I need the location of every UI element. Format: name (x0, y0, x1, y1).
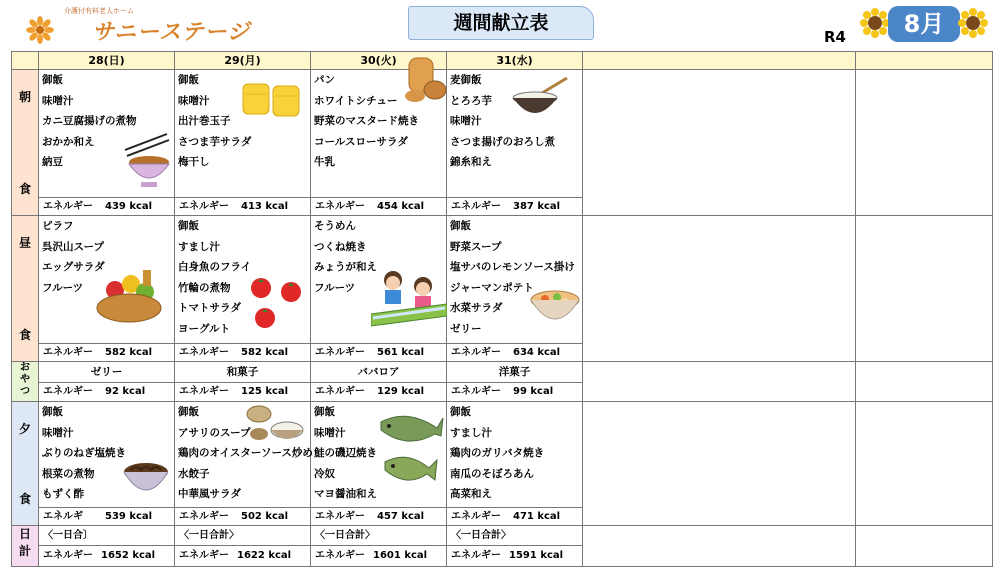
dinner-day-31 (447, 402, 583, 526)
menu-item: 味噌汁 (42, 426, 74, 439)
menu-item: 水餃子 (178, 467, 210, 480)
menu-item: 麦御飯 (450, 74, 482, 86)
menu-item: おかか和え (42, 135, 95, 148)
menu-item: 塩サバのレモンソース掛け (450, 261, 575, 273)
menu-item: もずく酢 (42, 488, 84, 500)
energy-row: エネルギ 539 kcal (39, 507, 174, 525)
menu-item: 御飯 (178, 220, 199, 232)
menu-item: エッグサラダ (42, 261, 105, 273)
day-header: 28(日) (39, 52, 175, 70)
daily-day-30 (311, 526, 447, 567)
empty-cell (583, 526, 856, 567)
menu-item: 出汁巻玉子 (178, 115, 231, 127)
menu-item: 御飯 (178, 74, 199, 86)
daily-total-label: 〈一日合計〉 (447, 526, 582, 546)
bread-icon (403, 52, 447, 104)
menu-item: ピラフ (42, 220, 74, 232)
energy-row: エネルギー 561 kcal (311, 343, 446, 361)
menu-item: 味噌汁 (42, 94, 74, 107)
daily-total-row (12, 526, 993, 567)
menu-item: 味噌汁 (450, 115, 482, 127)
menu-item: 味噌汁 (314, 426, 346, 439)
menu-item: 御飯 (450, 406, 471, 418)
menu-item: 御飯 (450, 220, 471, 232)
menu-item: ジャーマンポテト (450, 281, 534, 294)
daily-total-label: 〈一日合計〉 (311, 526, 446, 546)
menu-item: そうめん (314, 220, 356, 232)
dinner-day-29 (175, 402, 311, 526)
menu-item: アサリのスープ (178, 426, 251, 439)
vegetable-soup-icon (529, 286, 581, 332)
day-header: 29(月) (175, 52, 311, 70)
menu-item: 白身魚のフライ (178, 261, 252, 273)
menu-item: 水菜サラダ (450, 302, 503, 314)
day-header (856, 52, 993, 70)
menu-item: 御飯 (42, 74, 63, 86)
energy-row: エネルギー 387 kcal (447, 197, 582, 215)
breakfast-day-28 (39, 70, 175, 216)
dinner-row (12, 402, 993, 526)
menu-item: トマトサラダ (178, 302, 241, 314)
menu-item: 御飯 (178, 406, 199, 418)
salmon-fish-icon (377, 410, 445, 496)
sunflower-logo-icon (26, 16, 54, 44)
empty-cell (583, 216, 856, 362)
month-badge: 8月 (888, 6, 960, 42)
energy-row: エネルギー 439 kcal (39, 197, 174, 215)
energy-row: エネルギー 125 kcal (179, 386, 289, 397)
energy-row: エネルギー 471 kcal (447, 507, 582, 525)
menu-item: ぶりのねぎ塩焼き (42, 447, 126, 459)
mozuku-bowl-icon (121, 458, 171, 502)
lunch-row (12, 216, 993, 362)
snack-name: 洋菓子 (447, 362, 582, 383)
snack-name: ババロア (311, 362, 446, 383)
breakfast-row (12, 70, 993, 216)
empty-cell (583, 362, 856, 402)
menu-item: 納豆 (42, 156, 63, 168)
snack-label: お や つ (12, 362, 39, 402)
menu-item: 錦糸和え (450, 156, 492, 168)
natto-bowl-icon (121, 130, 173, 190)
menu-item: さつま芋サラダ (178, 135, 252, 148)
menu-item: 鶏肉のオイスターソース炒め (178, 447, 313, 459)
logo-subtitle: 介護付有料老人ホーム (64, 7, 134, 15)
menu-item: 鮭の磯辺焼き (314, 447, 377, 459)
energy-row: エネルギー 1622 kcal (179, 550, 292, 561)
menu-item: 高菜和え (450, 488, 492, 500)
empty-cell (856, 216, 993, 362)
menu-item: 味噌汁 (178, 94, 210, 107)
menu-item: つくね焼き (314, 240, 367, 253)
empty-cell (583, 402, 856, 526)
snack-name: 和菓子 (175, 362, 310, 383)
menu-item: 野菜スープ (450, 240, 502, 253)
menu-item: ヨーグルト (178, 322, 231, 335)
energy-row: エネルギー 92 kcal (43, 386, 146, 397)
menu-item: パン (314, 74, 335, 86)
daily-total-label: 〈一日合計〉 (175, 526, 310, 546)
energy-row: エネルギー 1652 kcal (43, 550, 156, 561)
energy-row: エネルギー 454 kcal (311, 197, 446, 215)
energy-row: エネルギー 129 kcal (315, 386, 425, 397)
snack-day-28 (39, 362, 175, 402)
energy-row: エネルギー 582 kcal (39, 343, 174, 361)
energy-row: エネルギー 413 kcal (175, 197, 310, 215)
breakfast-day-29 (175, 70, 311, 216)
fruit-basket-icon (95, 268, 163, 328)
lunch-day-28 (39, 216, 175, 362)
menu-item: みょうが和え (314, 261, 377, 273)
menu-item: 御飯 (314, 406, 335, 418)
energy-row: エネルギー 99 kcal (451, 386, 554, 397)
breakfast-label: 朝 食 (12, 70, 39, 216)
menu-item: 鶏肉のガリバタ焼き (450, 447, 545, 459)
energy-row: エネルギー 1591 kcal (451, 550, 564, 561)
energy-row: エネルギー 1601 kcal (315, 550, 428, 561)
energy-row: エネルギー 502 kcal (175, 507, 310, 525)
page-title: 週間献立表 (408, 6, 594, 40)
energy-row: エネルギー 634 kcal (447, 343, 582, 361)
corner-cell (12, 52, 39, 70)
menu-item: 中華風サラダ (178, 488, 241, 500)
day-header: 31(水) (447, 52, 583, 70)
year-label: R4 (824, 28, 846, 46)
lunch-label: 昼 食 (12, 216, 39, 362)
empty-cell (856, 526, 993, 567)
menu-item: 御飯 (42, 406, 63, 418)
logo-name: サニーステージ (92, 20, 251, 45)
menu-item: ホワイトシチュー (314, 94, 398, 107)
menu-item: コールスローサラダ (314, 135, 408, 148)
snack-day-29 (175, 362, 311, 402)
day-header-row (12, 52, 993, 70)
menu-item: ゼリー (450, 322, 482, 335)
logo (20, 6, 280, 44)
breakfast-day-31 (447, 70, 583, 216)
grated-yam-bowl-icon (507, 74, 571, 124)
menu-item: 南瓜のそぼろあん (450, 467, 534, 480)
dinner-day-28 (39, 402, 175, 526)
daily-total-label: 〈一日合〕 (39, 526, 174, 546)
empty-cell (856, 70, 993, 216)
nagashi-somen-icon (371, 266, 447, 332)
rolled-omelette-icon (241, 80, 303, 120)
dinner-day-30 (311, 402, 447, 526)
day-header: 30(火) (311, 52, 447, 70)
menu-item: すまし汁 (450, 426, 492, 439)
menu-item: 冷奴 (314, 467, 335, 480)
lunch-day-30 (311, 216, 447, 362)
daily-label: 日 計 (12, 526, 39, 567)
menu-item: すまし汁 (178, 240, 220, 253)
sunflower-icon (958, 8, 988, 38)
clam-soup-icon (243, 404, 305, 446)
energy-row: エネルギー 457 kcal (311, 507, 446, 525)
menu-item: マヨ醤油和え (314, 488, 377, 500)
sunflower-icon (860, 8, 890, 38)
daily-day-29 (175, 526, 311, 567)
energy-row: エネルギー 582 kcal (175, 343, 310, 361)
menu-item: 根菜の煮物 (42, 467, 95, 480)
menu-item: さつま揚げのおろし煮 (450, 135, 555, 148)
menu-item: 牛乳 (314, 156, 335, 168)
menu-item: とろろ芋 (450, 94, 492, 107)
menu-item: フルーツ (42, 281, 84, 294)
day-header (583, 52, 856, 70)
snack-day-30 (311, 362, 447, 402)
empty-cell (583, 70, 856, 216)
lunch-day-29 (175, 216, 311, 362)
snack-name: ゼリー (39, 362, 174, 383)
tomato-icon (249, 274, 305, 330)
daily-day-28 (39, 526, 175, 567)
daily-day-31 (447, 526, 583, 567)
menu-item: カニ豆腐揚げの煮物 (42, 115, 137, 127)
menu-table (11, 51, 993, 567)
menu-item: 竹輪の煮物 (178, 281, 231, 294)
empty-cell (856, 362, 993, 402)
lunch-day-31 (447, 216, 583, 362)
menu-item: 呉沢山スープ (42, 240, 104, 253)
menu-item: 梅干し (178, 156, 210, 168)
menu-item: フルーツ (314, 281, 356, 294)
empty-cell (856, 402, 993, 526)
breakfast-day-30 (311, 70, 447, 216)
snack-day-31 (447, 362, 583, 402)
menu-item: 野菜のマスタード焼き (314, 115, 419, 127)
snack-row (12, 362, 993, 402)
dinner-label: 夕 食 (12, 402, 39, 526)
